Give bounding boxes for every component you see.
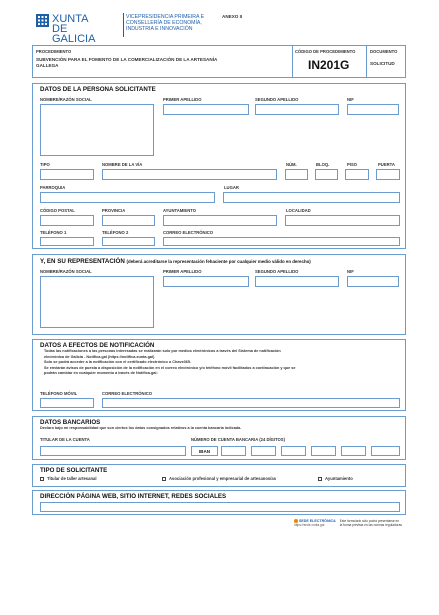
applicant-type-option-2[interactable] bbox=[162, 476, 276, 481]
applicant-type-option-3[interactable] bbox=[318, 476, 353, 481]
department-line-2: CONSELLERÍA DE ECONOMÍA, bbox=[126, 20, 202, 26]
checkbox-icon[interactable] bbox=[162, 477, 166, 481]
representative-surname1-field[interactable] bbox=[163, 276, 249, 287]
applicant-type-field[interactable] bbox=[40, 169, 94, 180]
representative-title bbox=[40, 258, 311, 265]
applicant-council-field[interactable] bbox=[163, 215, 277, 226]
notification-line-1: Todas las notificaciones a las personas interesadas se realizarán solo por medios electrónicos a través del Sistema de notificación bbox=[44, 349, 281, 353]
footer-brand: SEDE ELECTRÓNICA bbox=[299, 519, 336, 523]
procedure-code-label: CÓDIGO DE PROCEDIMIENTO bbox=[295, 49, 356, 54]
web-field[interactable] bbox=[40, 502, 400, 512]
applicant-door-label: PUERTA bbox=[378, 162, 395, 167]
checkbox-icon[interactable] bbox=[40, 477, 44, 481]
representative-title-text: Y, EN SU REPRESENTACIÓN bbox=[40, 258, 125, 265]
applicant-phone2-label: TELÉFONO 2 bbox=[102, 230, 129, 235]
notification-text bbox=[44, 349, 296, 377]
bank-title: DATOS BANCARIOS bbox=[40, 419, 101, 426]
footer-text bbox=[340, 519, 402, 527]
notification-line-3: Solo se podrá acceder a la notificación con el certificado electrónico o Chave365. bbox=[44, 360, 192, 365]
representative-surname1-label: PRIMER APELLIDO bbox=[163, 269, 202, 274]
procedure-title-2: GALLEGA bbox=[36, 63, 59, 68]
procedure-label: PROCEDIMIENTO bbox=[36, 49, 72, 54]
applicant-name-field[interactable] bbox=[40, 104, 154, 156]
applicant-nif-field[interactable] bbox=[347, 104, 399, 115]
applicant-phone1-label: TELÉFONO 1 bbox=[40, 230, 67, 235]
applicant-block-label: BLOQ. bbox=[316, 162, 330, 167]
applicant-email-field[interactable] bbox=[163, 237, 400, 246]
representative-nif-label: NIF bbox=[347, 269, 354, 274]
bank-account-block-4[interactable] bbox=[311, 446, 336, 456]
xunta-emblem-icon bbox=[36, 14, 49, 27]
document-value: SOLICITUD bbox=[370, 61, 395, 66]
representative-name-label: NOMBRE/RAZÓN SOCIAL bbox=[40, 269, 92, 274]
sede-electronica-logo bbox=[294, 519, 336, 527]
applicant-locality-field[interactable] bbox=[285, 215, 400, 226]
representative-surname2-label: SEGUNDO APELLIDO bbox=[255, 269, 299, 274]
representative-surname2-field[interactable] bbox=[255, 276, 339, 287]
annex-label: ANEXO II bbox=[222, 14, 243, 19]
department-line-1: VICEPRESIDENCIA PRIMEIRA E bbox=[126, 14, 205, 20]
notification-line-2: electrónica de Galicia - Notifica.gal (https://notifica.xunta.gal) bbox=[44, 354, 155, 359]
checkbox-icon[interactable] bbox=[318, 477, 322, 481]
applicant-street-field[interactable] bbox=[102, 169, 277, 180]
notification-email-field[interactable] bbox=[102, 398, 400, 408]
notification-line-5: podrán cambiar en cualquier momento a través de Notifica.gal: bbox=[44, 371, 158, 376]
applicant-surname1-label: PRIMER APELLIDO bbox=[163, 97, 202, 102]
applicant-number-label: NÚM. bbox=[286, 162, 297, 167]
applicant-number-field[interactable] bbox=[285, 169, 308, 180]
footer-text-line-1: Este formulario sólo podrá presentarse en bbox=[339, 519, 400, 523]
bank-account-block-1[interactable] bbox=[221, 446, 246, 456]
applicant-parish-label: PARROQUIA bbox=[40, 185, 66, 190]
applicant-type-title: TIPO DE SOLICITANTE bbox=[40, 467, 108, 474]
logo-line-2: DE GALICIA bbox=[52, 23, 96, 45]
applicant-place-label: LUGAR bbox=[224, 185, 239, 190]
applicant-block-field[interactable] bbox=[315, 169, 338, 180]
applicant-place-field[interactable] bbox=[223, 192, 400, 203]
notification-mobile-label: TELÉFONO MÓVIL bbox=[40, 391, 78, 396]
applicant-floor-field[interactable] bbox=[345, 169, 369, 180]
applicant-street-label: NOMBRE DE LA VÍA bbox=[102, 162, 143, 167]
xunta-logo bbox=[36, 13, 96, 45]
bank-iban-label: IBAN bbox=[191, 446, 218, 456]
department-name bbox=[126, 14, 204, 32]
bank-declaration: Declaro bajo mi responsabilidad que son ciertos los datos consignados relativos a la cuenta bancaria indicada. bbox=[40, 426, 242, 430]
notification-email-label: CORREO ELECTRÓNICO bbox=[102, 391, 153, 396]
applicant-nif-label: NIF bbox=[347, 97, 354, 102]
applicant-type-option-1[interactable] bbox=[40, 476, 97, 481]
department-line-3: INDUSTRIA E INNOVACIÓN bbox=[126, 26, 193, 32]
bank-account-block-6[interactable] bbox=[371, 446, 400, 456]
procedure-title-1: SUBVENCIÓN PARA EL FOMENTO DE LA COMERCIALIZACIÓN DE LA ARTESANÍA bbox=[36, 57, 218, 62]
procedure-divider-1 bbox=[292, 45, 293, 78]
footer bbox=[294, 519, 402, 527]
applicant-council-label: AYUNTAMIENTO bbox=[163, 208, 196, 213]
applicant-locality-label: LOCALIDAD bbox=[286, 208, 311, 213]
applicant-type-option-2-label: Asociación profesional y empresarial de artesanos/as bbox=[169, 476, 277, 481]
header-divider bbox=[123, 13, 124, 37]
applicant-email-label: CORREO ELECTRÓNICO bbox=[163, 230, 214, 235]
applicant-surname2-field[interactable] bbox=[255, 104, 339, 115]
applicant-postal-field[interactable] bbox=[40, 215, 94, 226]
footer-text-line-2: la forma prevista en las normas reguladoras bbox=[339, 523, 402, 527]
applicant-type-label: TIPO bbox=[40, 162, 50, 167]
notification-title: DATOS A EFECTOS DE NOTIFICACIÓN bbox=[40, 342, 155, 349]
applicant-floor-label: PISO bbox=[347, 162, 358, 167]
applicant-parish-field[interactable] bbox=[40, 192, 215, 203]
applicant-name-label: NOMBRE/RAZÓN SOCIAL bbox=[40, 97, 92, 102]
document-label: DOCUMENTO bbox=[370, 49, 398, 54]
bank-account-label: NÚMERO DE CUENTA BANCARIA (24 DÍGITOS) bbox=[191, 437, 285, 442]
logo-line-1: XUNTA bbox=[52, 13, 89, 25]
applicant-title: DATOS DE LA PERSONA SOLICITANTE bbox=[40, 86, 156, 93]
bank-account-block-3[interactable] bbox=[281, 446, 306, 456]
applicant-type-option-3-label: Ayuntamiento bbox=[325, 476, 353, 481]
applicant-postal-label: CÓDIGO POSTAL bbox=[40, 208, 75, 213]
applicant-surname2-label: SEGUNDO APELLIDO bbox=[255, 97, 299, 102]
representative-nif-field[interactable] bbox=[347, 276, 399, 287]
applicant-type-option-1-label: Titular de taller artesanal bbox=[47, 476, 97, 481]
applicant-province-label: PROVINCIA bbox=[102, 208, 126, 213]
footer-url: https://sede.xunta.gal bbox=[294, 523, 325, 527]
notification-mobile-field[interactable] bbox=[40, 398, 94, 408]
web-title: DIRECCIÓN PÁGINA WEB, SITIO INTERNET, REDES SOCIALES bbox=[40, 493, 227, 500]
applicant-province-field[interactable] bbox=[102, 215, 155, 226]
bank-account-block-5[interactable] bbox=[341, 446, 366, 456]
representative-name-field[interactable] bbox=[40, 276, 154, 328]
applicant-surname1-field[interactable] bbox=[163, 104, 249, 115]
applicant-phone2-field[interactable] bbox=[102, 237, 155, 246]
representative-subtitle: (deberá acreditarse la representación fehaciente por cualquier medio válido en derecho) bbox=[126, 259, 311, 264]
applicant-phone1-field[interactable] bbox=[40, 237, 94, 246]
bank-holder-field[interactable] bbox=[40, 446, 186, 456]
bank-holder-label: TITULAR DE LA CUENTA bbox=[40, 437, 90, 442]
notification-line-4: Se enviarán avisos de puesta a disposición de la notificación en el correo electrónico y/o teléfono móvil facilitados a continuación y que se bbox=[44, 365, 296, 370]
applicant-door-field[interactable] bbox=[376, 169, 400, 180]
procedure-divider-2 bbox=[366, 45, 367, 78]
procedure-code: IN201G bbox=[308, 58, 350, 72]
bank-account-block-2[interactable] bbox=[251, 446, 276, 456]
